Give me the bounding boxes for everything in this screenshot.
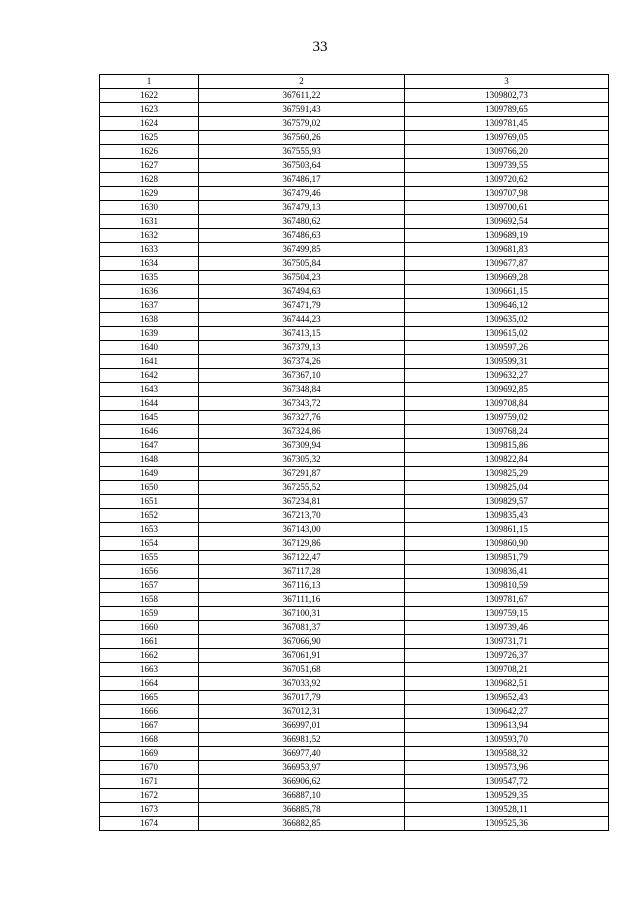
point-number-cell: 1653: [100, 523, 199, 537]
x-coordinate-cell: 366981,52: [199, 733, 405, 747]
y-coordinate-cell: 1309769,05: [405, 131, 609, 145]
x-coordinate-cell: 367234,81: [199, 495, 405, 509]
table-row: [100, 327, 609, 341]
y-coordinate-cell: 1309822,84: [405, 453, 609, 467]
point-number-cell: 1622: [100, 89, 199, 103]
table-row: [100, 215, 609, 229]
table-row: [100, 271, 609, 285]
table-row: [100, 201, 609, 215]
column-header-x: 2: [199, 75, 405, 89]
x-coordinate-cell: 367505,84: [199, 257, 405, 271]
table-row: [100, 481, 609, 495]
point-number-cell: 1663: [100, 663, 199, 677]
x-coordinate-cell: 367494,63: [199, 285, 405, 299]
point-number-cell: 1644: [100, 397, 199, 411]
table-row: [100, 369, 609, 383]
point-number-cell: 1657: [100, 579, 199, 593]
point-number-cell: 1666: [100, 705, 199, 719]
table-header-row: [100, 75, 609, 89]
x-coordinate-cell: 367066,90: [199, 635, 405, 649]
point-number-cell: 1639: [100, 327, 199, 341]
x-coordinate-cell: 366887,10: [199, 789, 405, 803]
x-coordinate-cell: 367327,76: [199, 411, 405, 425]
table-row: [100, 173, 609, 187]
x-coordinate-cell: 367051,68: [199, 663, 405, 677]
y-coordinate-cell: 1309836,41: [405, 565, 609, 579]
y-coordinate-cell: 1309689,19: [405, 229, 609, 243]
table-row: [100, 789, 609, 803]
point-number-cell: 1662: [100, 649, 199, 663]
table-row: [100, 397, 609, 411]
point-number-cell: 1645: [100, 411, 199, 425]
x-coordinate-cell: 367111,16: [199, 593, 405, 607]
point-number-cell: 1637: [100, 299, 199, 313]
x-coordinate-cell: 367591,43: [199, 103, 405, 117]
point-number-cell: 1646: [100, 425, 199, 439]
y-coordinate-cell: 1309700,61: [405, 201, 609, 215]
point-number-cell: 1661: [100, 635, 199, 649]
table-row: [100, 621, 609, 635]
x-coordinate-cell: 367480,62: [199, 215, 405, 229]
table-row: [100, 257, 609, 271]
table-row: [100, 733, 609, 747]
y-coordinate-cell: 1309669,28: [405, 271, 609, 285]
x-coordinate-cell: 367471,79: [199, 299, 405, 313]
point-number-cell: 1649: [100, 467, 199, 481]
x-coordinate-cell: 367305,32: [199, 453, 405, 467]
table-row: [100, 537, 609, 551]
point-number-cell: 1650: [100, 481, 199, 495]
point-number-cell: 1655: [100, 551, 199, 565]
point-number-cell: 1656: [100, 565, 199, 579]
table-row: [100, 383, 609, 397]
x-coordinate-cell: 367061,91: [199, 649, 405, 663]
x-coordinate-cell: 367255,52: [199, 481, 405, 495]
x-coordinate-cell: 367343,72: [199, 397, 405, 411]
y-coordinate-cell: 1309789,65: [405, 103, 609, 117]
y-coordinate-cell: 1309661,15: [405, 285, 609, 299]
y-coordinate-cell: 1309860,90: [405, 537, 609, 551]
x-coordinate-cell: 367503,64: [199, 159, 405, 173]
y-coordinate-cell: 1309652,43: [405, 691, 609, 705]
table-row: [100, 775, 609, 789]
y-coordinate-cell: 1309802,73: [405, 89, 609, 103]
y-coordinate-cell: 1309707,98: [405, 187, 609, 201]
x-coordinate-cell: 367143,00: [199, 523, 405, 537]
point-number-cell: 1671: [100, 775, 199, 789]
x-coordinate-cell: 367367,10: [199, 369, 405, 383]
column-header-y: 3: [405, 75, 609, 89]
point-number-cell: 1625: [100, 131, 199, 145]
y-coordinate-cell: 1309599,31: [405, 355, 609, 369]
table-row: [100, 747, 609, 761]
point-number-cell: 1636: [100, 285, 199, 299]
point-number-cell: 1651: [100, 495, 199, 509]
table-row: [100, 131, 609, 145]
x-coordinate-cell: 367555,93: [199, 145, 405, 159]
x-coordinate-cell: 367444,23: [199, 313, 405, 327]
y-coordinate-cell: 1309588,32: [405, 747, 609, 761]
x-coordinate-cell: 367012,31: [199, 705, 405, 719]
point-number-cell: 1658: [100, 593, 199, 607]
x-coordinate-cell: 367486,17: [199, 173, 405, 187]
y-coordinate-cell: 1309851,79: [405, 551, 609, 565]
point-number-cell: 1631: [100, 215, 199, 229]
table-row: [100, 467, 609, 481]
table-row: [100, 761, 609, 775]
table-row: [100, 635, 609, 649]
point-number-cell: 1672: [100, 789, 199, 803]
y-coordinate-cell: 1309642,27: [405, 705, 609, 719]
table-row: [100, 691, 609, 705]
table-row: [100, 299, 609, 313]
y-coordinate-cell: 1309835,43: [405, 509, 609, 523]
table-row: [100, 803, 609, 817]
y-coordinate-cell: 1309825,29: [405, 467, 609, 481]
x-coordinate-cell: 367117,28: [199, 565, 405, 579]
point-number-cell: 1668: [100, 733, 199, 747]
y-coordinate-cell: 1309829,57: [405, 495, 609, 509]
x-coordinate-cell: 366997,01: [199, 719, 405, 733]
y-coordinate-cell: 1309529,35: [405, 789, 609, 803]
point-number-cell: 1648: [100, 453, 199, 467]
y-coordinate-cell: 1309768,24: [405, 425, 609, 439]
point-number-cell: 1667: [100, 719, 199, 733]
x-coordinate-cell: 367291,87: [199, 467, 405, 481]
x-coordinate-cell: 367611,22: [199, 89, 405, 103]
x-coordinate-cell: 367309,94: [199, 439, 405, 453]
table-row: [100, 719, 609, 733]
y-coordinate-cell: 1309726,37: [405, 649, 609, 663]
point-number-cell: 1665: [100, 691, 199, 705]
y-coordinate-cell: 1309615,02: [405, 327, 609, 341]
table-row: [100, 649, 609, 663]
table-row: [100, 453, 609, 467]
y-coordinate-cell: 1309781,67: [405, 593, 609, 607]
table-row: [100, 313, 609, 327]
x-coordinate-cell: 367379,13: [199, 341, 405, 355]
y-coordinate-cell: 1309692,85: [405, 383, 609, 397]
table-row: [100, 341, 609, 355]
table-row: [100, 565, 609, 579]
table-row: [100, 551, 609, 565]
table-row: [100, 607, 609, 621]
point-number-cell: 1640: [100, 341, 199, 355]
table-row: [100, 145, 609, 159]
y-coordinate-cell: 1309766,20: [405, 145, 609, 159]
x-coordinate-cell: 367213,70: [199, 509, 405, 523]
x-coordinate-cell: 367486,63: [199, 229, 405, 243]
point-number-cell: 1641: [100, 355, 199, 369]
x-coordinate-cell: 366882,85: [199, 817, 405, 831]
table-row: [100, 817, 609, 831]
point-number-cell: 1674: [100, 817, 199, 831]
table-row: [100, 89, 609, 103]
table-row: [100, 705, 609, 719]
table-row: [100, 663, 609, 677]
table-row: [100, 103, 609, 117]
y-coordinate-cell: 1309720,62: [405, 173, 609, 187]
y-coordinate-cell: 1309682,51: [405, 677, 609, 691]
x-coordinate-cell: 366906,62: [199, 775, 405, 789]
column-header-point-number: 1: [100, 75, 199, 89]
point-number-cell: 1627: [100, 159, 199, 173]
x-coordinate-cell: 366977,40: [199, 747, 405, 761]
y-coordinate-cell: 1309681,83: [405, 243, 609, 257]
point-number-cell: 1632: [100, 229, 199, 243]
coordinates-table: [99, 74, 609, 831]
x-coordinate-cell: 367033,92: [199, 677, 405, 691]
x-coordinate-cell: 367129,86: [199, 537, 405, 551]
point-number-cell: 1654: [100, 537, 199, 551]
y-coordinate-cell: 1309547,72: [405, 775, 609, 789]
x-coordinate-cell: 367374,26: [199, 355, 405, 369]
y-coordinate-cell: 1309815,86: [405, 439, 609, 453]
y-coordinate-cell: 1309528,11: [405, 803, 609, 817]
table-row: [100, 677, 609, 691]
y-coordinate-cell: 1309759,02: [405, 411, 609, 425]
point-number-cell: 1652: [100, 509, 199, 523]
y-coordinate-cell: 1309708,84: [405, 397, 609, 411]
y-coordinate-cell: 1309597,26: [405, 341, 609, 355]
point-number-cell: 1626: [100, 145, 199, 159]
table-row: [100, 355, 609, 369]
point-number-cell: 1623: [100, 103, 199, 117]
x-coordinate-cell: 367504,23: [199, 271, 405, 285]
point-number-cell: 1629: [100, 187, 199, 201]
x-coordinate-cell: 367324,86: [199, 425, 405, 439]
point-number-cell: 1669: [100, 747, 199, 761]
x-coordinate-cell: 367579,02: [199, 117, 405, 131]
x-coordinate-cell: 367116,13: [199, 579, 405, 593]
x-coordinate-cell: 367413,15: [199, 327, 405, 341]
table-row: [100, 411, 609, 425]
point-number-cell: 1628: [100, 173, 199, 187]
x-coordinate-cell: 367560,26: [199, 131, 405, 145]
y-coordinate-cell: 1309593,70: [405, 733, 609, 747]
table-row: [100, 117, 609, 131]
table-row: [100, 425, 609, 439]
point-number-cell: 1638: [100, 313, 199, 327]
x-coordinate-cell: 367122,47: [199, 551, 405, 565]
y-coordinate-cell: 1309861,15: [405, 523, 609, 537]
point-number-cell: 1630: [100, 201, 199, 215]
y-coordinate-cell: 1309525,36: [405, 817, 609, 831]
point-number-cell: 1673: [100, 803, 199, 817]
point-number-cell: 1664: [100, 677, 199, 691]
x-coordinate-cell: 367348,84: [199, 383, 405, 397]
x-coordinate-cell: 367479,13: [199, 201, 405, 215]
table-row: [100, 187, 609, 201]
y-coordinate-cell: 1309635,02: [405, 313, 609, 327]
point-number-cell: 1660: [100, 621, 199, 635]
table-row: [100, 495, 609, 509]
table-row: [100, 159, 609, 173]
y-coordinate-cell: 1309632,27: [405, 369, 609, 383]
y-coordinate-cell: 1309692,54: [405, 215, 609, 229]
x-coordinate-cell: 367479,46: [199, 187, 405, 201]
x-coordinate-cell: 366885,78: [199, 803, 405, 817]
y-coordinate-cell: 1309573,96: [405, 761, 609, 775]
table-row: [100, 439, 609, 453]
y-coordinate-cell: 1309825,04: [405, 481, 609, 495]
x-coordinate-cell: 366953,97: [199, 761, 405, 775]
point-number-cell: 1647: [100, 439, 199, 453]
x-coordinate-cell: 367017,79: [199, 691, 405, 705]
point-number-cell: 1635: [100, 271, 199, 285]
point-number-cell: 1624: [100, 117, 199, 131]
point-number-cell: 1670: [100, 761, 199, 775]
y-coordinate-cell: 1309731,71: [405, 635, 609, 649]
y-coordinate-cell: 1309781,45: [405, 117, 609, 131]
table-row: [100, 593, 609, 607]
y-coordinate-cell: 1309677,87: [405, 257, 609, 271]
x-coordinate-cell: 367100,31: [199, 607, 405, 621]
table-row: [100, 509, 609, 523]
page-number: 33: [312, 39, 328, 55]
point-number-cell: 1634: [100, 257, 199, 271]
point-number-cell: 1642: [100, 369, 199, 383]
table-row: [100, 243, 609, 257]
table-row: [100, 579, 609, 593]
y-coordinate-cell: 1309739,55: [405, 159, 609, 173]
y-coordinate-cell: 1309739,46: [405, 621, 609, 635]
y-coordinate-cell: 1309646,12: [405, 299, 609, 313]
point-number-cell: 1633: [100, 243, 199, 257]
point-number-cell: 1659: [100, 607, 199, 621]
x-coordinate-cell: 367081,37: [199, 621, 405, 635]
x-coordinate-cell: 367499,85: [199, 243, 405, 257]
y-coordinate-cell: 1309759,15: [405, 607, 609, 621]
point-number-cell: 1643: [100, 383, 199, 397]
y-coordinate-cell: 1309613,94: [405, 719, 609, 733]
y-coordinate-cell: 1309810,59: [405, 579, 609, 593]
table-row: [100, 523, 609, 537]
table-row: [100, 229, 609, 243]
y-coordinate-cell: 1309708,21: [405, 663, 609, 677]
table-row: [100, 285, 609, 299]
